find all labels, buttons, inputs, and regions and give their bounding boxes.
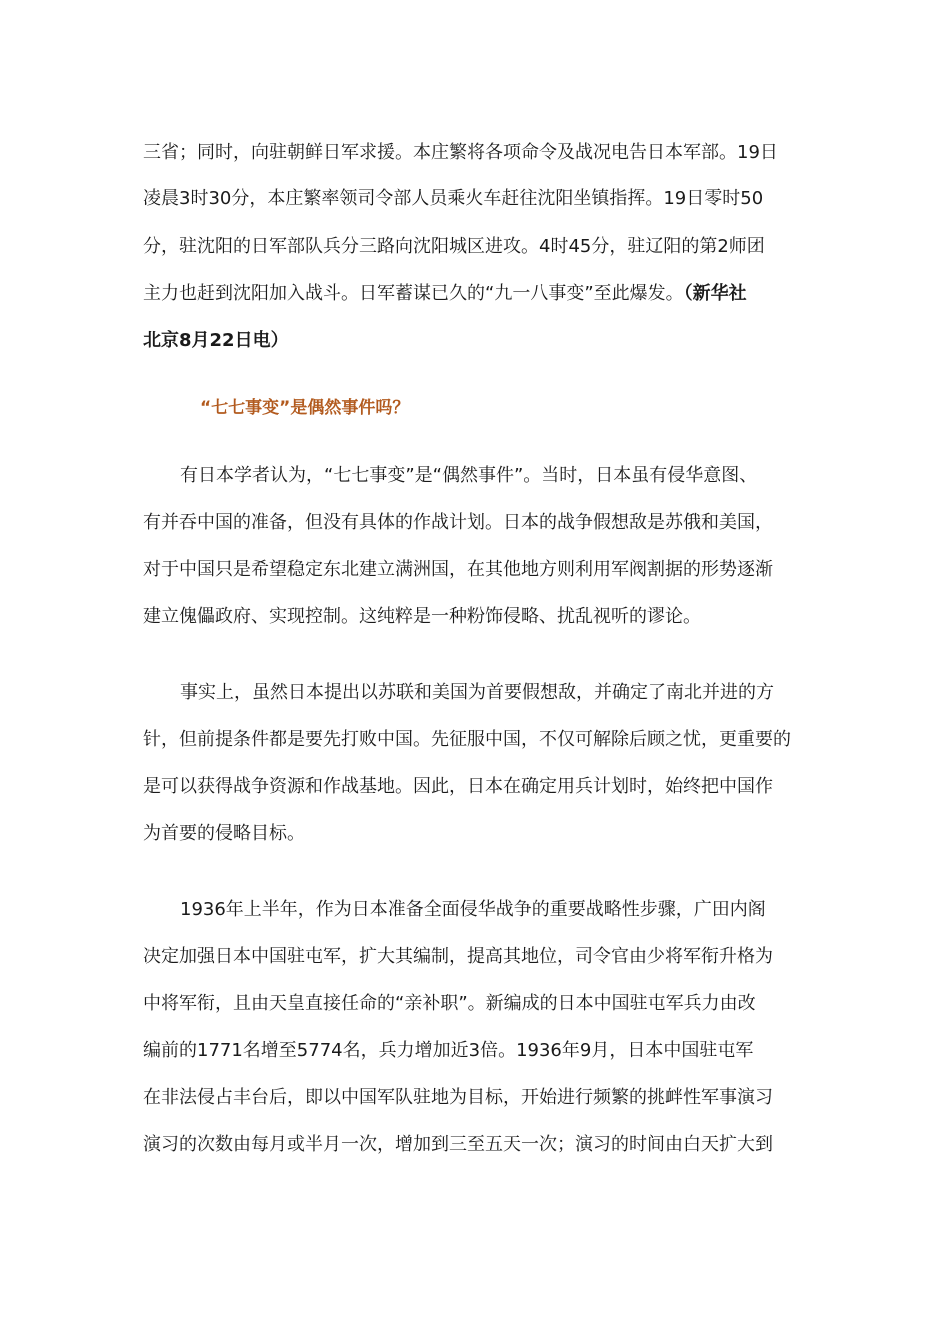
paragraph-3-line: 是可以获得战争资源和作战基地。因此，日本在确定用兵计划时，始终把中国作 [143,776,773,797]
news-source-line: 北京8月22日电） [143,330,289,351]
paragraph-2-line: 有日本学者认为，“七七事变”是“偶然事件”。当时，日本虽有侵华意图、 [180,465,758,486]
paragraph-1-line [143,281,813,307]
paragraph-3-line: 针，但前提条件都是要先打败中国。先征服中国，不仅可解除后顾之忧，更重要的 [143,729,791,750]
paragraph-3-line: 为首要的侵略目标。 [143,823,305,844]
paragraph-4-line: 中将军衔，且由天皇直接任命的“亲补职”。新编成的日本中国驻屯军兵力由改 [143,993,756,1014]
section-heading: “七七事变”是偶然事件吗？ [200,398,410,418]
paragraph-1-text: 主力也赶到沈阳加入战斗。日军蓄谋已久的“九一八事变”至此爆发。 [143,283,684,304]
paragraph-4-line: 1936年上半年，作为日本准备全面侵华战争的重要战略性步骤，广田内阁 [180,899,766,920]
paragraph-4-line: 在非法侵占丰台后，即以中国军队驻地为目标，开始进行频繁的挑衅性军事演习 [143,1087,773,1108]
paragraph-4-line: 决定加强日本中国驻屯军，扩大其编制，提高其地位，司令官由少将军衔升格为 [143,946,773,967]
paragraph-4-line: 演习的次数由每月或半月一次，增加到三至五天一次；演习的时间由白天扩大到 [143,1134,773,1155]
news-source: （新华社 [683,283,747,304]
paragraph-2-line: 对于中国只是希望稳定东北建立满洲国，在其他地方则利用军阀割据的形势逐渐 [143,559,773,580]
paragraph-2-line: 建立傀儡政府、实现控制。这纯粹是一种粉饰侵略、扰乱视听的谬论。 [143,606,701,627]
paragraph-1-line: 凌晨3时30分，本庄繁率领司令部人员乘火车赶往沈阳坐镇指挥。19日零时50 [143,188,764,209]
paragraph-4-line: 编前的1771名增至5774名，兵力增加近3倍。1936年9月，日本中国驻屯军 [143,1040,754,1061]
paragraph-1-line: 三省；同时，向驻朝鲜日军求援。本庄繁将各项命令及战况电告日本军部。19日 [143,142,778,163]
paragraph-2-line: 有并吞中国的准备，但没有具体的作战计划。日本的战争假想敌是苏俄和美国， [143,512,773,533]
paragraph-3-line: 事实上，虽然日本提出以苏联和美国为首要假想敌，并确定了南北并进的方 [180,682,774,703]
paragraph-1-line: 分，驻沈阳的日军部队兵分三路向沈阳城区进攻。4时45分，驻辽阳的第2师团 [143,236,765,257]
